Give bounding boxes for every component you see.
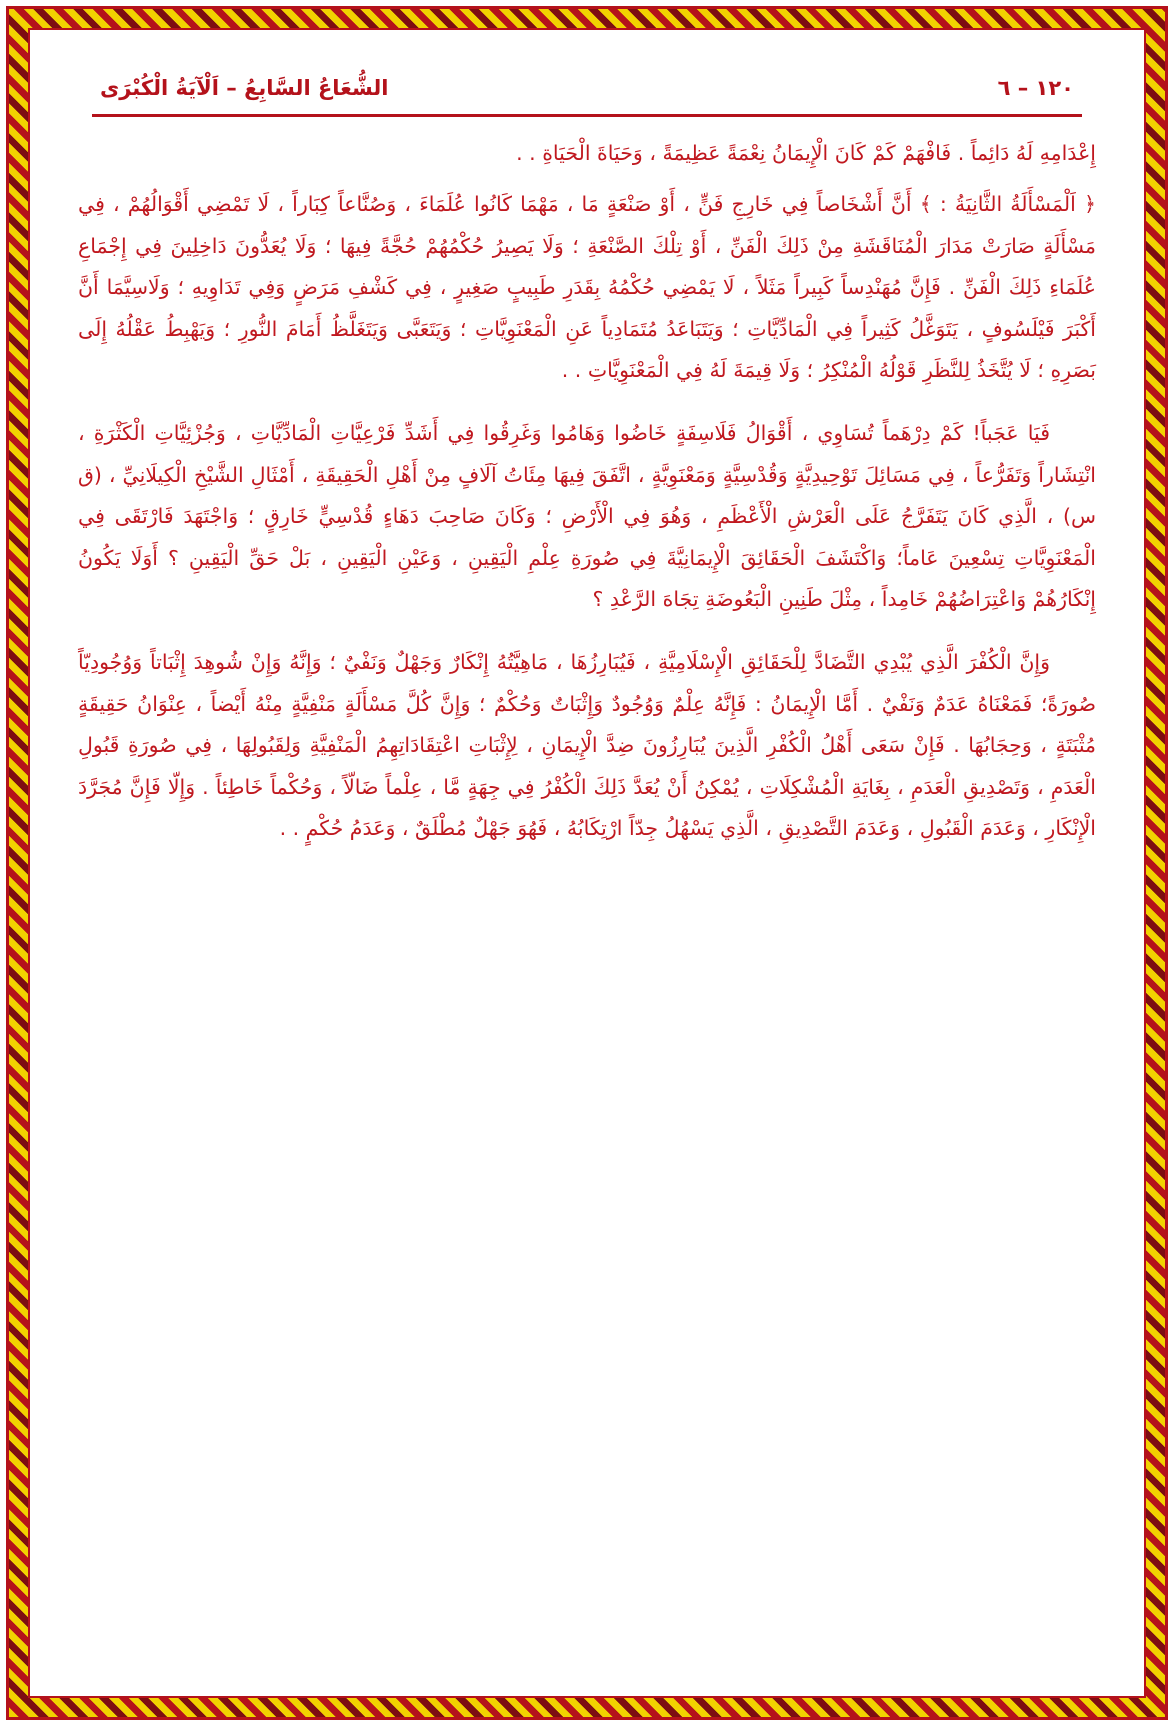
page-header	[78, 66, 1096, 106]
paragraph: وَإِنَّ الْكُفْرَ الَّذِي يُبْدِي التَّضَادَّ لِلْحَقَائِقِ الْإِسْلَامِيَّةِ ، فَيُبَارِزُهَا ، مَاهِيَّتُهُ إِنْكَارٌ وَجَهْلٌ وَنَفْيٌ ؛ وَإِنَّهُ وَإِنْ شُوهِدَ إِثْبَاتاً وَوُجُودِيّاً صُورَةً؛ فَمَعْنَاهُ عَدَمٌ وَنَفْيٌ . أَمَّا الْإِيمَانُ : فَإِنَّهُ عِلْمٌ وَوُجُودٌ وَإِثْبَاتٌ وَحُكْمٌ ؛ وَإِنَّ كُلَّ مَسْأَلَةٍ مَنْفِيَّةٍ مِنْهُ أَيْضاً ، عِنْوَانُ حَقِيقَةٍ مُثْبَتَةٍ ، وَحِجَابُهَا . فَإِنْ سَعَى أَهْلُ الْكُفْرِ الَّذِينَ يُبَارِزُونَ ضِدَّ الْإِيمَانِ ، لِإِثْبَاتِ اعْتِقَادَاتِهِمُ الْمَنْفِيَّةِ وَلِقَبُولِهَا ، فِي صُورَةِ قَبُولِ الْعَدَمِ ، وَتَصْدِيقِ الْعَدَمِ ، بِغَايَةِ الْمُشْكِلَاتِ ، يُمْكِنُ أَنْ يُعَدَّ ذَلِكَ الْكُفْرُ فِي جِهَةٍ مَّا ، عِلْماً ضَالّاً ، وَحُكْماً خَاطِئاً . وَإِلّا فَإِنَّ مُجَرَّدَ الْإِنْكَارِ ، وَعَدَمَ الْقَبُولِ ، وَعَدَمَ التَّصْدِيقِ ، الَّذِي يَسْهُلُ جِدّاً ارْتِكَابُهُ ، فَهُوَ جَهْلٌ مُطْلَقٌ ، وَعَدَمُ حُكْمٍ . .	[78, 650, 1096, 841]
paragraph: ﴿ اَلْمَسْأَلَةُ الثَّانِيَةُ : ﴾ أَنَّ أَشْخَاصاً فِي خَارِجِ فَنٍّ ، أَوْ صَنْعَةٍ مَا ، مَهْمَا كَانُوا عُلَمَاءَ ، وَصُنَّاعاً كِبَاراً ، لَا تَمْضِي أَقْوَالُهُمْ ، فِي مَسْأَلَةٍ صَارَتْ مَدَارَ الْمُنَاقَشَةِ مِنْ ذَلِكَ الْفَنِّ ، أَوْ تِلْكَ الصَّنْعَةِ ؛ وَلَا يَصِيرُ حُكْمُهُمْ حُجَّةً فِيهَا ؛ وَلَا يُعَدُّونَ دَاخِلِينَ فِي إِجْمَاعِ عُلَمَاءِ ذَلِكَ الْفَنِّ . فَإِنَّ مُهَنْدِساً كَبِيراً مَثَلاً ، لَا يَمْضِي حُكْمُهُ بِقَدَرِ طَبِيبٍ صَغِيرٍ ، فِي كَشْفِ مَرَضٍ وَفِي تَدَاوِيهِ ؛ وَلَاسِيَّمَا أَنَّ أَكْبَرَ فَيْلَسُوفٍ ، يَتَوَغَّلُ كَثِيراً فِي الْمَادِّيَّاتِ ؛ وَيَتَبَاعَدُ مُتَمَادِياً عَنِ الْمَعْنَوِيَّاتِ ؛ وَيَتَعَبَّى وَيَتَغَلَّظُ أَمَامَ النُّورِ ؛ وَيَهْبِطُ عَقْلُهُ إِلَى بَصَرِهِ ؛ لَا يُتَّخَذُ لِلنَّظَرِ قَوْلُهُ الْمُنْكِرُ ؛ وَلَا قِيمَةَ لَهُ فِي الْمَعْنَوِيَّاتِ . .	[78, 192, 1096, 383]
header-divider	[92, 114, 1082, 117]
page-content	[44, 44, 1130, 1682]
paragraph: فَيَا عَجَباً! كَمْ دِرْهَماً تُسَاوِي ، أَقْوَالُ فَلَاسِفَةٍ خَاضُوا وَهَامُوا وَغَرِقُوا فِي أَشَدِّ فَرْعِيَّاتِ الْمَادِّيَّاتِ ، وَجُزْئِيَّاتِ الْكَثْرَةِ ، انْتِشَاراً وَتَفَرُّعاً ، فِي مَسَائِلَ تَوْحِيدِيَّةٍ وَقُدْسِيَّةٍ وَمَعْنَوِيَّةٍ ، اتَّفَقَ فِيهَا مِئَاتُ آلَافٍ مِنْ أَهْلِ الْحَقِيقَةِ ، أَمْثَالِ الشَّيْخِ الْكِيلَانِيِّ ، (ق س) ، الَّذِي كَانَ يَتَفَرَّجُ عَلَى الْعَرْشِ الْأَعْظَمِ ، وَهُوَ فِي الْأَرْضِ ؛ وَكَانَ صَاحِبَ دَهَاءٍ قُدْسِيٍّ خَارِقٍ ؛ وَاجْتَهَدَ فَارْتَقَى فِي الْمَعْنَوِيَّاتِ تِسْعِينَ عَاماً؛ وَاكْتَشَفَ الْحَقَائِقَ الْإِيمَانِيَّةَ فِي صُورَةِ عِلْمِ الْيَقِينِ ، وَعَيْنِ الْيَقِينِ ، بَلْ حَقِّ الْيَقِينِ ؟ أَوَلَا يَكُونُ إِنْكَارُهُمْ وَاعْتِرَاضُهُمْ خَامِداً ، مِثْلَ طَنِينِ الْبَعُوضَةِ تِجَاهَ الرَّعْدِ ؟	[78, 421, 1096, 612]
page-number: ١٢٠ – ٦	[997, 76, 1074, 100]
paragraph: إِعْدَامِهِ لَهُ دَائِماً . فَافْهَمْ كَمْ كَانَ الْإِيمَانُ نِعْمَةً عَظِيمَةً ، وَحَيَاةَ الْحَيَاةِ . .	[516, 141, 1096, 165]
page-title: الشُّعَاعُ السَّابِعُ – اَلْآيَةُ الْكُبْرَى	[100, 76, 389, 100]
body-text	[78, 133, 1096, 850]
